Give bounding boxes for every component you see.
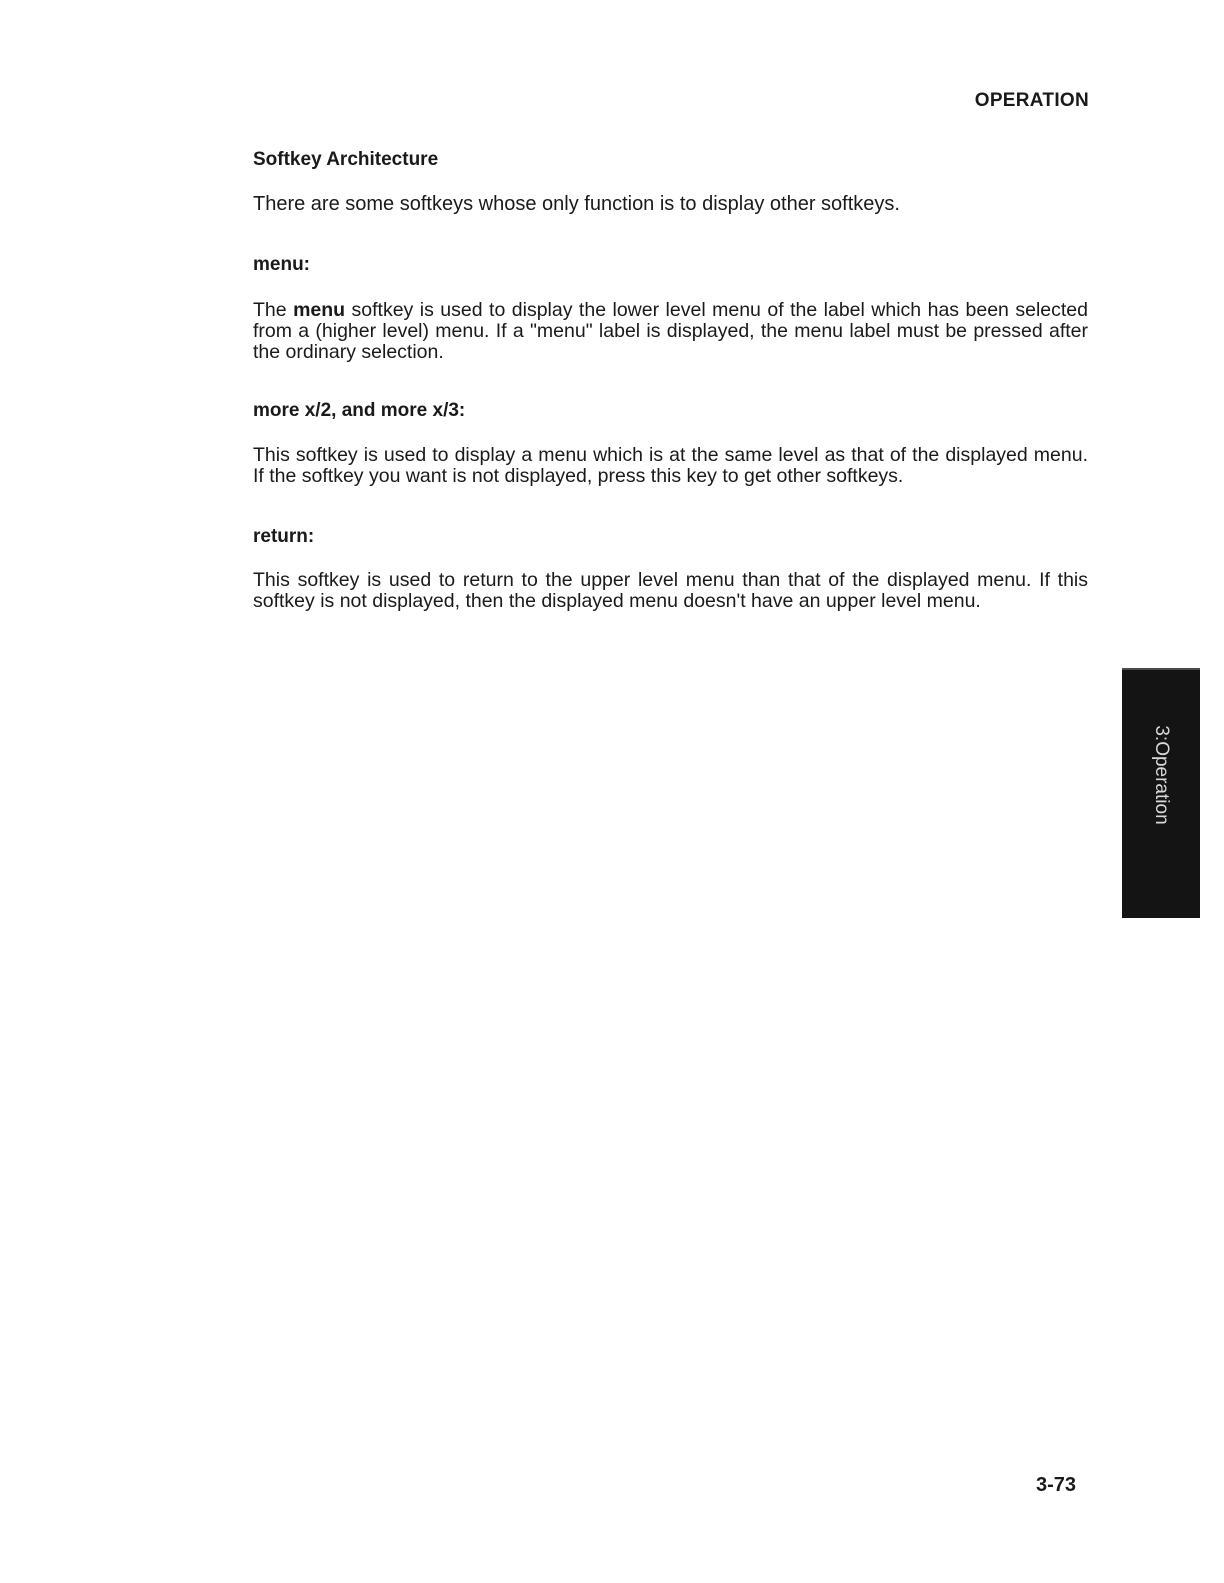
return-heading: return:: [253, 525, 315, 547]
return-description: This softkey is used to return to the upper level menu than that of the displayed menu. If this softkey is not displayed, then the displayed menu doesn't have an upper level menu.: [253, 568, 1088, 612]
menu-keyword: menu: [293, 298, 346, 321]
menu-text-after: softkey is used to display the lower level menu of the label which has been selected from a (higher level) menu. If a "menu" label is displayed, the menu label must be pressed after the ordinary selection.: [253, 298, 1088, 363]
page-content: [253, 150, 1088, 612]
chapter-tab-label: 3:Operation: [1151, 725, 1172, 825]
running-header: OPERATION: [974, 90, 1089, 111]
intro-paragraph: There are some softkeys whose only function is to display other softkeys.: [253, 192, 900, 215]
more-heading: more x/2, and more x/3:: [253, 400, 466, 422]
menu-heading: menu:: [253, 253, 310, 275]
chapter-tab: [1122, 668, 1200, 918]
more-description: This softkey is used to display a menu which is at the same level as that of the displayed menu. If the softkey you want is not displayed, press this key to get other softkeys.: [253, 444, 1088, 488]
section-title: Softkey Architecture: [253, 149, 439, 170]
page-number: 3-73: [1035, 1474, 1076, 1496]
menu-text-before: The: [253, 298, 294, 321]
menu-description: [253, 300, 1088, 363]
